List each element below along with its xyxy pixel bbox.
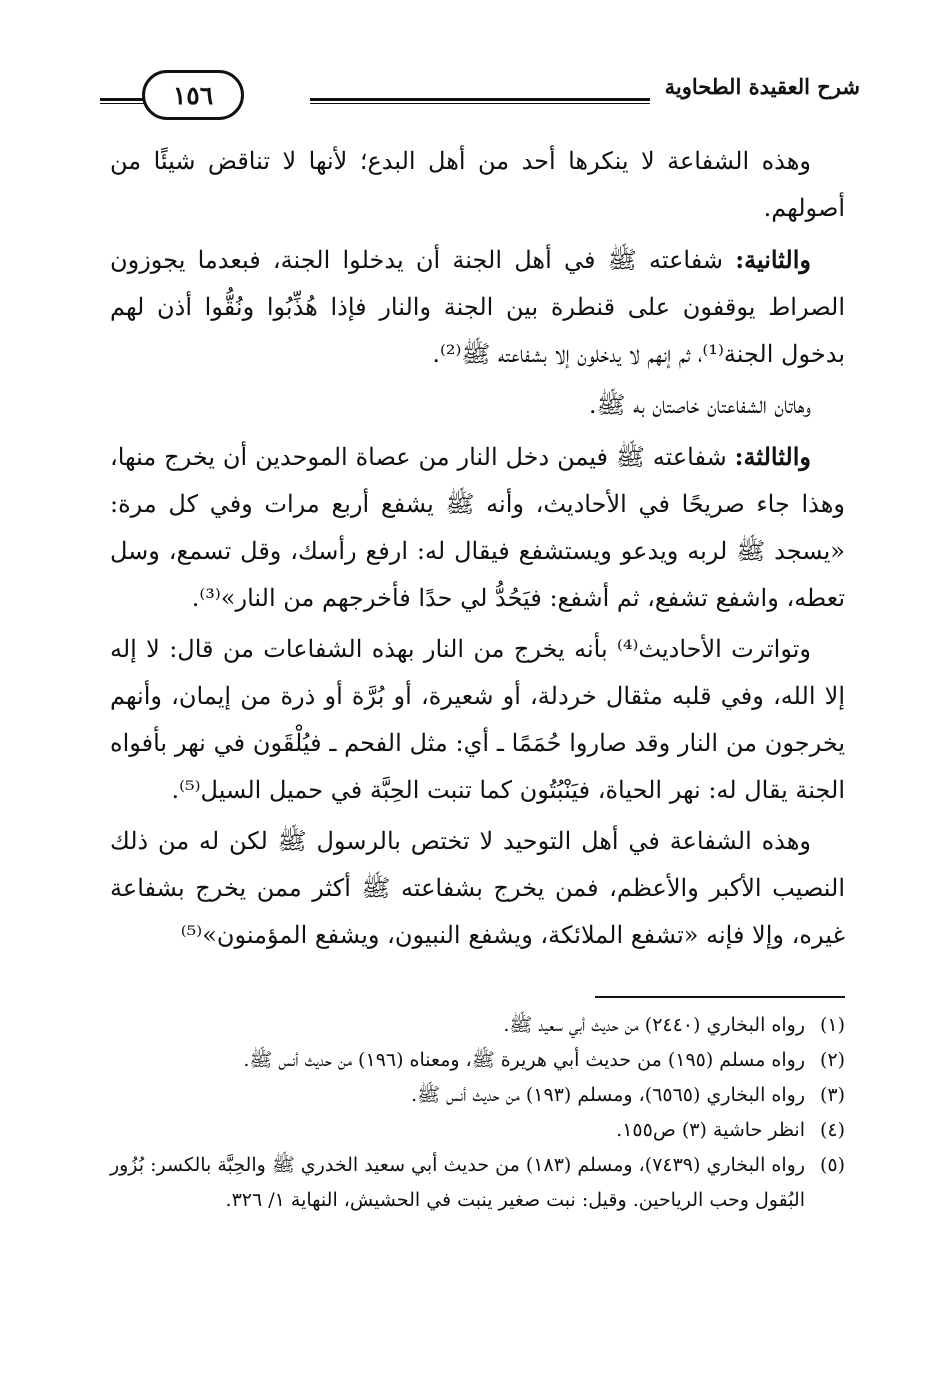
footnote-number: (٥) (819, 1154, 845, 1176)
footnote-number: (٣) (819, 1084, 845, 1106)
paragraph-1: وهذه الشفاعة لا ينكرها أحد من أهل البدع؛ لأنها لا تناقض شيئًا من أصولهم. (110, 147, 845, 222)
main-text (110, 138, 845, 963)
footnote-text: انظر حاشية (٣) ص١٥٥. (616, 1119, 805, 1141)
paragraph-3: وهاتان الشفاعتان خاصتان به ﷺ. (588, 391, 811, 419)
book-title: شرح العقيدة الطحاوية (664, 74, 860, 99)
footnotes (105, 1008, 845, 1218)
paragraph-4-lead: والثالثة: (734, 442, 811, 471)
paragraph-2-lead: والثانية: (735, 245, 811, 274)
footnote-text: رواه البخاري (٦٥٦٥)، ومسلم (١٩٣) من حديث أنس ﷺ. (411, 1084, 805, 1106)
paragraph-4-text: شفاعته ﷺ فيمن دخل النار من عصاة الموحدين أن يخرج منها، وهذا جاء صريحًا في الأحاديث، وأنه ﷺ يشفع أربع مرات وفي كل مرة: «يسجد ﷺ لربه ويدعو ويستشفع فيقال له: ارفع رأسك، وقل تسمع، وسل تعطه، واشفع تشفع، ثم أشفع: فيَحُدُّ لي حدًا فأخرجهم من النار»⁽³⁾. (110, 443, 845, 612)
footnote-separator (595, 996, 845, 998)
footnote-text: رواه البخاري (٢٤٤٠) من حديث أبي سعيد ﷺ. (503, 1014, 805, 1036)
footnote-number: (١) (819, 1014, 845, 1036)
footnote-3 (105, 1078, 845, 1113)
footnote-4 (105, 1113, 845, 1148)
page-number-badge: ١٥٦ (142, 70, 244, 120)
page-header (100, 62, 860, 122)
footnote-number: (٢) (819, 1049, 845, 1071)
footnote-1 (105, 1008, 845, 1043)
paragraph-2-text: شفاعته ﷺ في أهل الجنة أن يدخلوا الجنة، فبعدما يجوزون الصراط يوقفون على قنطرة بين الجنة والنار فإذا هُذِّبُوا ونُقُّوا أذن لهم بدخول الجنة⁽¹⁾، ثم إنهم لا يدخلون إلا بشفاعته ﷺ⁽²⁾. (110, 246, 845, 368)
paragraph-4 (110, 433, 845, 622)
footnote-text: رواه البخاري (٧٤٣٩)، ومسلم (١٨٣) من حديث أبي سعيد الخدري ﷺ والحِبَّة بالكسر: بُزُور البُقول وحب الرياحين. وقيل: نبت صغير ينبت في الحشيش، النهاية ١/ ٣٢٦. (109, 1154, 805, 1211)
footnote-5 (105, 1148, 845, 1218)
footnote-2 (105, 1043, 845, 1078)
paragraph-6: وهذه الشفاعة في أهل التوحيد لا تختص بالرسول ﷺ لكن له من ذلك النصيب الأكبر والأعظم، فمن يخرج بشفاعته ﷺ أكثر ممن يخرج بشفاعة غيره، وإلا فإنه «تشفع الملائكة، ويشفع النبيون، ويشفع المؤمنون»⁽⁵⁾ (110, 827, 845, 949)
header-rule-right (310, 98, 650, 104)
footnote-text: رواه مسلم (١٩٥) من حديث أبي هريرة ﷺ، ومعناه (١٩٦) من حديث أنس ﷺ. (243, 1049, 805, 1071)
footnote-number: (٤) (819, 1119, 845, 1141)
paragraph-2 (110, 236, 845, 378)
paragraph-5: وتواترت الأحاديث⁽⁴⁾ بأنه يخرج من النار بهذه الشفاعات من قال: لا إله إلا الله، وفي قلبه مثقال خردلة، أو شعيرة، أو بُرَّة أو ذرة من إيمان، وأنهم يخرجون من النار وقد صاروا حُمَمًا ـ أي: مثل الفحم ـ فيُلْقَون في نهر بأفواه الجنة يقال له: نهر الحياة، فيَنْبُتُون كما تنبت الحِبَّة في حميل السيل⁽⁵⁾. (110, 635, 845, 804)
